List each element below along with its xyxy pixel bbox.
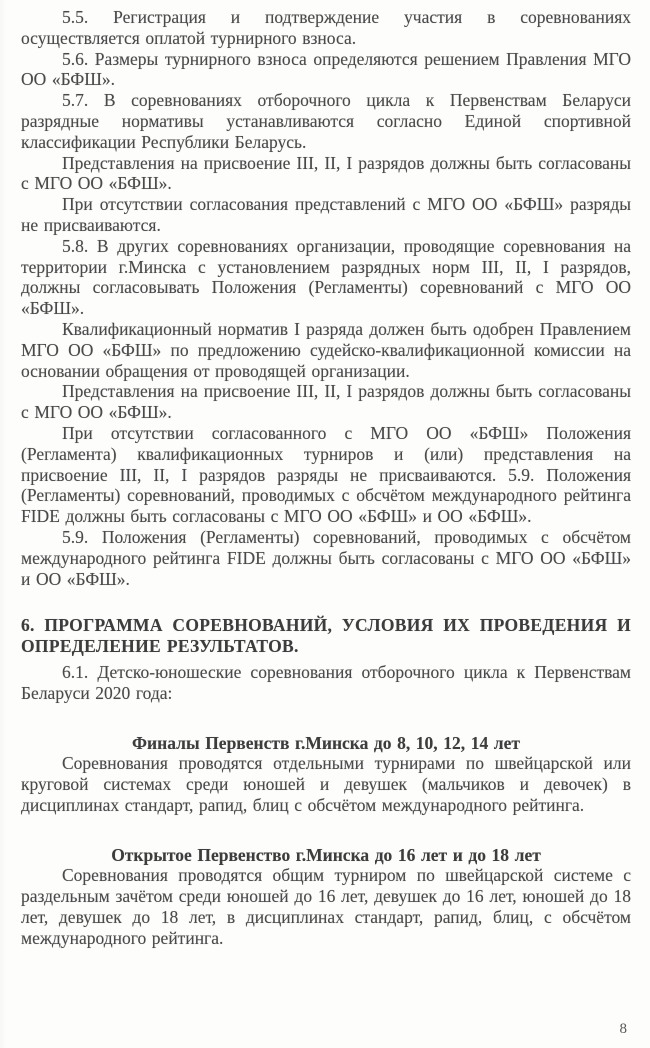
paragraph-finals-description: Соревнования проводятся отдельными турнирами по швейцарской или круговой системах среди юношей и девушек (мальчиков и девочек) в дисциплинах стандарт, рапид, блиц с обсчётом международного рейтинга. [21,753,631,815]
paragraph-rank-submissions-1: Представления на присвоение III, II, I разрядов должны быть согласованы с МГО ОО «БФШ». [21,152,631,194]
section-6-heading: 6. ПРОГРАММА СОРЕВНОВАНИЙ, УСЛОВИЯ ИХ ПРОВЕДЕНИЯ И ОПРЕДЕЛЕНИЕ РЕЗУЛЬТАТОВ. [21,615,631,657]
paragraph-open-championship-description: Соревнования проводятся общим турниром по швейцарской системе с раздельным зачётом среди юношей до 16 лет, девушек до 16 лет, юношей до 18 лет, девушек до 18 лет, в дисциплинах стандарт, рапид, блиц, с обсчётом международного рейтинга. [21,865,631,948]
paragraph-qualification-norm: Квалификационный норматив I разряда должен быть одобрен Правлением МГО ОО «БФШ» по предложению судейско-квалификационной комиссии на основании обращения от проводящей организации. [21,318,631,381]
paragraph-rank-refusal-1: При отсутствии согласования представлений с МГО ОО «БФШ» разряды не присваиваются. [21,194,631,235]
paragraph-5-5: 5.5. Регистрация и подтверждение участия в соревнованиях осуществляется оплатой турнирного взноса. [21,7,631,48]
heading-finals-under-8-10-12-14: Финалы Первенств г.Минска до 8, 10, 12, 14 лет [132,732,520,753]
paragraph-5-9: 5.9. Положения (Регламенты) соревнований, проводимых с обсчётом международного рейтинга FIDE должны быть согласованы с МГО ОО «БФШ» и ОО «БФШ». [21,526,631,589]
paragraph-6-1: 6.1. Детско-юношеские соревнования отборочного цикла к Первенствам Беларуси 2020 года: [21,661,631,703]
paragraph-5-7: 5.7. В соревнованиях отборочного цикла к Первенствам Беларуси разрядные нормативы устанавливаются согласно Единой спортивной классификации Республики Беларусь. [21,90,631,152]
paragraph-5-8: 5.8. В других соревнованиях организации, проводящие соревнования на территории г.Минска с установлением разрядных норм III, II, I разрядов, должны согласовывать Положения (Регламенты) соревнований с МГО ОО «БФШ». [21,235,631,319]
heading-open-championship-16-18: Открытое Первенство г.Минска до 16 лет и до 18 лет [111,844,541,865]
paragraph-5-6: 5.6. Размеры турнирного взноса определяются решением Правления МГО ОО «БФШ». [21,48,631,90]
paragraph-rank-refusal-2-run-in-5-9: При отсутствии согласованного с МГО ОО «БФШ» Положения (Регламента) квалификационных турниров и (или) представления на присвоение III, II, I разрядов разряды не присваиваются. 5.9. Положения (Регламенты) соревнований, проводимых с обсчётом международного рейтинга FIDE должны быть согласованы с МГО ОО «БФШ» и ОО «БФШ». [21,422,631,527]
paragraph-rank-submissions-2: Представления на присвоение III, II, I разрядов должны быть согласованы с МГО ОО «БФШ». [21,381,631,423]
page-number: 8 [619,1021,627,1037]
